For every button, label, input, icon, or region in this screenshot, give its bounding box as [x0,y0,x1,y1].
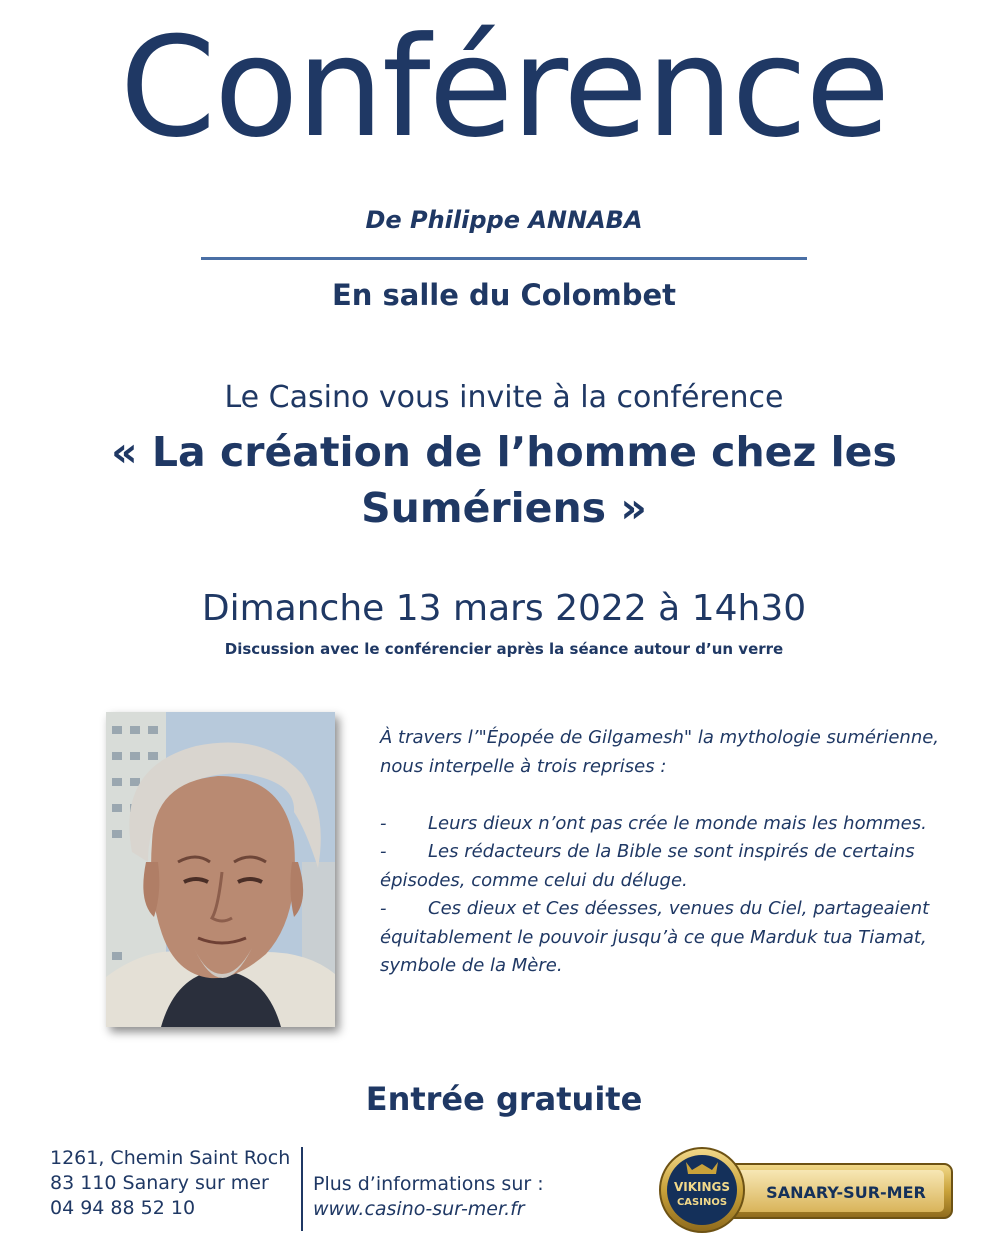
bullet-marker: - [380,841,387,862]
vikings-casinos-logo [658,1140,958,1240]
logo-location-text: SANARY-SUR-MER [766,1183,926,1202]
phone-number: 04 94 88 52 10 [50,1197,196,1219]
logo-brand-line-1: VIKINGS [673,1180,731,1194]
info-label: Plus d’informations sur : [313,1173,544,1195]
logo-brand-line-2: CASINOS [676,1197,728,1208]
bullet-2-text: Les rédacteurs de la Bible se sont inspirés de certains [428,841,915,862]
free-entry-label: Entrée gratuite [365,1080,643,1118]
venue-line: En salle du Colombet [331,278,677,312]
talk-title [0,424,1008,536]
talk-title-line-1: « La création de l’homme chez les [111,428,897,476]
address-block [50,1146,290,1221]
speaker-portrait-illustration [106,712,335,1027]
bullet-3-continuation-2: symbole de la Mère. [380,955,563,976]
author-line: De Philippe ANNABA [365,206,643,234]
footer-separator [301,1147,303,1231]
event-datetime: Dimanche 13 mars 2022 à 14h30 [201,588,807,629]
description-block [380,724,990,981]
website-link[interactable]: www.casino-sur-mer.fr [313,1198,525,1220]
intro-line-2: nous interpelle à trois reprises : [380,755,667,777]
bullet-3 [380,895,990,924]
bullet-1-text: Leurs dieux n’ont pas crée le monde mais les hommes. [428,812,927,834]
address-street: 1261, Chemin Saint Roch [50,1147,291,1169]
bullet-2-continuation: épisodes, comme celui du déluge. [380,869,688,891]
bullet-marker: - [380,812,387,834]
divider-rule [201,257,807,260]
bullet-3-text: Ces dieux et Ces déesses, venues du Ciel, partageaient [428,898,930,919]
talk-title-line-2: Sumériens » [361,484,647,532]
bullet-marker: - [380,898,387,919]
info-block [313,1172,544,1222]
poster-title: Conférence [119,7,889,168]
address-city: 83 110 Sanary sur mer [50,1172,269,1194]
intro-line-1: À travers l’"Épopée de Gilgamesh" la mythologie sumérienne, [380,727,940,748]
discussion-note: Discussion avec le conférencier après la séance autour d’un verre [224,640,784,658]
invitation-line: Le Casino vous invite à la conférence [224,380,784,415]
bullet-1 [380,810,990,839]
speaker-photo [106,712,335,1027]
bullet-2 [380,838,990,867]
bullet-3-continuation-1: équitablement le pouvoir jusqu’à ce que Marduk tua Tiamat, [380,926,927,948]
paragraph-gap [380,781,990,810]
